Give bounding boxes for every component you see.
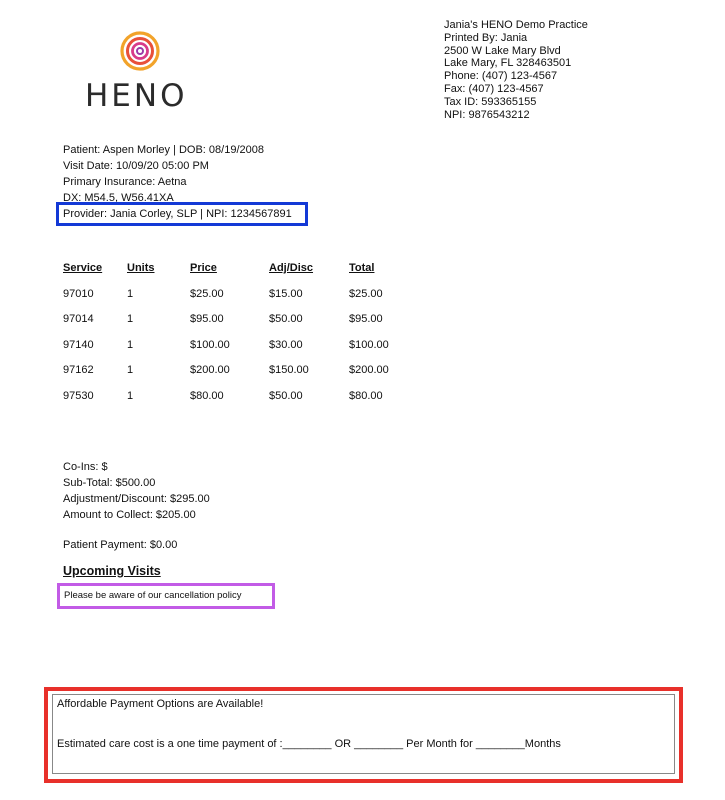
cell-adj-disc: $50.00 [269, 313, 303, 325]
billing-summary [63, 459, 210, 523]
header-units: Units [127, 262, 155, 274]
cell-service: 97530 [63, 389, 94, 402]
cell-adj-disc: $150.00 [269, 364, 309, 376]
cell-total: $100.00 [349, 338, 389, 351]
heno-logo-icon [120, 30, 160, 74]
adjustment-discount: Adjustment/Discount: $295.00 [63, 493, 210, 505]
cell-price: $80.00 [190, 389, 224, 402]
visit-date: Visit Date: 10/09/20 05:00 PM [63, 160, 209, 172]
cell-price: $95.00 [190, 313, 224, 325]
estimated-care-cost-line: Estimated care cost is a one time payment of :________ OR ________ Per Month for ________Months [57, 738, 561, 750]
practice-fax: Fax: (407) 123-4567 [444, 82, 544, 95]
practice-phone: Phone: (407) 123-4567 [444, 70, 558, 83]
cell-total: $95.00 [349, 313, 383, 325]
header-price: Price [190, 262, 217, 274]
header-adj-disc: Adj/Disc [269, 262, 314, 274]
practice-address-street: 2500 W Lake Mary Blvd [444, 44, 561, 57]
practice-info [444, 19, 588, 121]
printed-by: Printed By: Jania [444, 31, 528, 44]
primary-insurance: Primary Insurance: Aetna [63, 176, 187, 188]
practice-name: Jania's HENO Demo Practice [444, 19, 588, 31]
practice-tax-id: Tax ID: 593365155 [444, 95, 537, 108]
cell-service: 97010 [63, 287, 94, 300]
cell-total: $200.00 [349, 364, 389, 376]
cell-price: $200.00 [190, 364, 230, 376]
amount-to-collect: Amount to Collect: $205.00 [63, 509, 196, 521]
cell-service: 97140 [63, 338, 94, 351]
heno-logo [85, 30, 195, 114]
patient-name-dob: Patient: Aspen Morley | DOB: 08/19/2008 [63, 144, 264, 156]
cell-units: 1 [127, 313, 134, 325]
cell-price: $25.00 [190, 287, 224, 300]
cell-units: 1 [127, 338, 134, 351]
cell-adj-disc: $30.00 [269, 338, 303, 351]
diagnosis-codes: DX: M54.5, W56.41XA [63, 192, 174, 204]
logo-brand-text: HENO [85, 78, 188, 114]
cell-total: $25.00 [349, 287, 383, 300]
provider-line: Provider: Jania Corley, SLP | NPI: 1234567891 [63, 208, 292, 220]
cell-adj-disc: $50.00 [269, 389, 303, 402]
cell-service: 97014 [63, 313, 94, 325]
co-ins: Co-Ins: $ [63, 461, 108, 473]
cell-total: $80.00 [349, 389, 383, 402]
practice-address-city: Lake Mary, FL 328463501 [444, 57, 572, 70]
cell-adj-disc: $15.00 [269, 287, 303, 300]
upcoming-visits-heading: Upcoming Visits [63, 564, 161, 578]
payment-options-title: Affordable Payment Options are Available! [57, 698, 264, 710]
cell-service: 97162 [63, 364, 94, 376]
cell-units: 1 [127, 364, 134, 376]
practice-npi: NPI: 9876543212 [444, 108, 530, 121]
cell-units: 1 [127, 389, 134, 402]
header-service: Service [63, 262, 103, 274]
cell-units: 1 [127, 287, 134, 300]
cancellation-policy-note: Please be aware of our cancellation policy [64, 590, 242, 601]
cell-price: $100.00 [190, 338, 230, 351]
header-total: Total [349, 262, 375, 274]
sub-total: Sub-Total: $500.00 [63, 477, 156, 489]
patient-payment: Patient Payment: $0.00 [63, 539, 178, 551]
provider-highlight-box [56, 202, 308, 226]
